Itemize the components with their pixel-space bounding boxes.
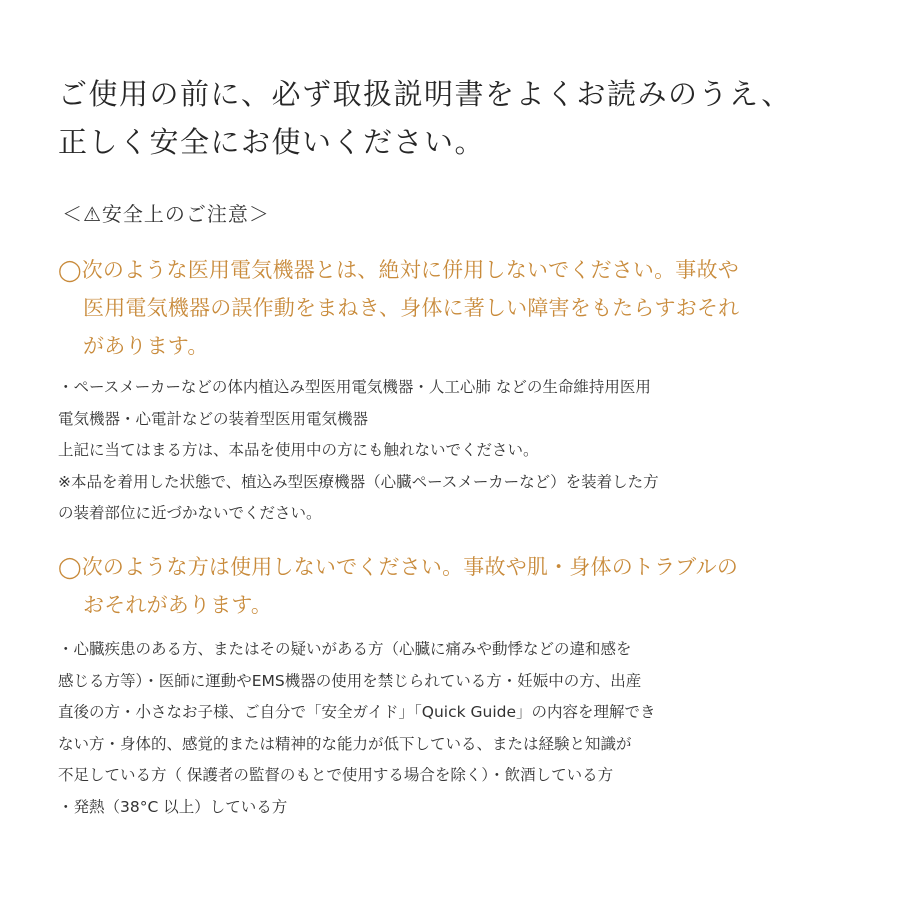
warning-1-line-1: ◯次のような医用電気機器とは、絶対に併用しないでください。事故や xyxy=(58,258,739,282)
safety-section-title: ＜⚠安全上のご注意＞ xyxy=(62,202,270,226)
medical-devices-details xyxy=(58,372,858,530)
headline-line-2: 正しく安全にお使いください。 xyxy=(58,125,486,159)
warning-medical-devices xyxy=(58,251,858,365)
warning-1-line-2: 医用電気機器の誤作動をまねき、身体に著しい障害をもたらすおそれ xyxy=(83,296,740,320)
do-not-use-details xyxy=(58,634,858,823)
warning-2-line-2: おそれがあります。 xyxy=(83,593,273,617)
body-2-line-5: 不足している方（ 保護者の監督のもとで使用する場合を除く）・飲酒している方 xyxy=(58,766,614,784)
body-2-line-3: 直後の方・小さなお子様、ご自分で「安全ガイド」「Quick Guide」の内容を理解でき xyxy=(58,703,656,721)
warning-do-not-use xyxy=(58,548,858,624)
warning-2-line-1: ◯次のような方は使用しないでください。事故や肌・身体のトラブルの xyxy=(58,555,739,579)
body-2-line-4: ない方・身体的、感覚的または精神的な能力が低下している、または経験と知識が xyxy=(58,734,632,753)
body-1-line-4: ※本品を着用した状態で、植込み型医療機器（心臓ペースメーカーなど）を装着した方 xyxy=(58,472,659,491)
body-2-line-2: 感じる方等）・医師に運動やEMS機器の使用を禁じられている方・妊娠中の方、出産 xyxy=(58,671,642,690)
headline-line-1: ご使用の前に、必ず取扱説明書をよくお読みのうえ、 xyxy=(58,77,792,111)
body-2-line-6: ・発熱（38°C 以上）している方 xyxy=(58,797,288,816)
warning-1-line-3: があります。 xyxy=(83,334,209,358)
body-1-line-5: の装着部位に近づかないでください。 xyxy=(58,504,322,522)
body-2-line-1: ・心臓疾患のある方、またはその疑いがある方（心臓に痛みや動悸などの違和感を xyxy=(58,640,632,658)
body-1-line-1: ・ペースメーカーなどの体内植込み型医用電気機器・人工心肺 などの生命維持用医用 xyxy=(58,378,651,396)
body-1-line-2: 電気機器・心電計などの装着型医用電気機器 xyxy=(58,409,369,428)
body-1-line-3: 上記に当てはまる方は、本品を使用中の方にも触れないでください。 xyxy=(58,441,539,459)
headline xyxy=(58,70,858,166)
